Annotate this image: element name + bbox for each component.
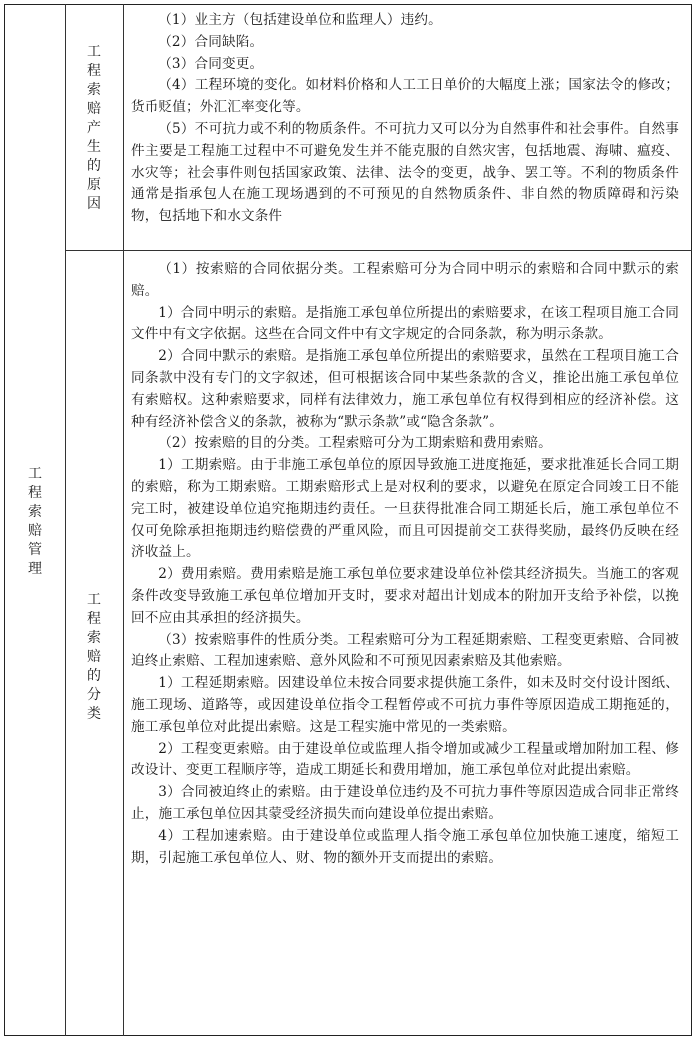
column-divider-2 bbox=[123, 4, 124, 1036]
row2-content bbox=[131, 259, 679, 869]
row2-paragraph: 1）工期索赔。由于非施工承包单位的原因导致施工进度拖延，要求批准延长合同工期的索赔，称为工期索赔。工期索赔形式上是对权利的要求，以避免在原定合同竣工日不能完工时，被建设单位追究拖期违约责任。一旦获得批准合同工期延长后，施工承包单位不仅可免除承担拖期违约赔偿费的严重风险，而且可因提前交工获得奖励，最终仍反映在经济收益上。 bbox=[131, 457, 679, 561]
row1-paragraph: （4）工程环境的变化。如材料价格和人工工日单价的大幅度上涨；国家法令的修改；货币贬值；外汇汇率变化等。 bbox=[131, 77, 679, 116]
row2-label: 工程索赔的分类 bbox=[87, 592, 101, 722]
row2-paragraph: （1）按索赔的合同依据分类。工程索赔可分为合同中明示的索赔和合同中默示的索赔。 bbox=[131, 261, 679, 299]
row2-paragraph: 4）工程加速索赔。由于建设单位或监理人指令施工承包单位加快施工速度，缩短工期，引起施工承包单位人、财、物的额外开支而提出的索赔。 bbox=[131, 827, 679, 866]
row1-paragraph: （5）不可抗力或不利的物质条件。不可抗力又可以分为自然事件和社会事件。自然事件主要是工程施工过程中不可避免发生并不能克服的自然灾害，包括地震、海啸、瘟疫、水灾等；社会事件则包括国家政策、法律、法令的变更，战争、罢工等。不利的物质条件通常是指承包人在施工现场遇到的不可预见的自然物质条件、非自然的物质障碍和污染物，包括地下和水文条件 bbox=[131, 120, 679, 225]
row2-paragraph: 2）费用索赔。费用索赔是施工承包单位要求建设单位补偿其经济损失。当施工的客观条件改变导致施工承包单位增加开支时，要求对超出计划成本的附加开支给予补偿，以挽回不应由其承担的经济损失。 bbox=[131, 566, 679, 626]
row2-paragraph: 2）合同中默示的索赔。是指施工承包单位所提出的索赔要求，虽然在工程项目施工合同条款中没有专门的文字叙述，但可根据该合同中某些条款的含义，推论出施工承包单位有索赔权。这种索赔要求，同样有法律效力，施工承包单位有权得到相应的经济补偿。这种有经济补偿含义的条款，被称为“默示条款”或“隐含条款”。 bbox=[131, 348, 679, 430]
category-label: 工程索赔管理 bbox=[28, 466, 42, 577]
row2-paragraph: 3）合同被迫终止的索赔。由于建设单位违约及不可抗力事件等原因造成合同非正常终止，施工承包单位因其蒙受经济损失而向建设单位提出索赔。 bbox=[131, 784, 679, 822]
row-divider bbox=[65, 250, 692, 251]
row1-content bbox=[131, 10, 679, 228]
row1-paragraph: （3）合同变更。 bbox=[158, 55, 264, 72]
row2-paragraph: 1）合同中明示的索赔。是指施工承包单位所提出的索赔要求，在该工程项目施工合同文件中有文字依据。这些在合同文件中有文字规定的合同条款，称为明示条款。 bbox=[131, 304, 679, 343]
row1-paragraph: （1）业主方（包括建设单位和监理人）违约。 bbox=[158, 12, 442, 28]
row1-paragraph: （2）合同缺陷。 bbox=[158, 33, 264, 50]
row2-paragraph: 1）工程延期索赔。因建设单位未按合同要求提供施工条件，如未及时交付设计图纸、施工现场、道路等，或因建设单位指令工程暂停或不可抗力事件等原因造成工期拖延的，施工承包单位对此提出索赔。这是工程实施中常见的一类索赔。 bbox=[131, 675, 679, 735]
row2-paragraph: 2）工程变更索赔。由于建设单位或监理人指令增加或减少工程量或增加附加工程、修改设计、变更工程顺序等，造成工期延长和费用增加，施工承包单位对此提出索赔。 bbox=[131, 740, 679, 779]
row2-paragraph: （2）按索赔的目的分类。工程索赔可分为工期索赔和费用索赔。 bbox=[158, 435, 552, 452]
row1-label: 工程索赔产生的原因 bbox=[87, 44, 101, 212]
row2-paragraph: （3）按索赔事件的性质分类。工程索赔可分为工程延期索赔、工程变更索赔、合同被迫终止索赔、工程加速索赔、意外风险和不可预见因素索赔及其他索赔。 bbox=[131, 631, 679, 670]
column-divider-1 bbox=[65, 4, 66, 1036]
